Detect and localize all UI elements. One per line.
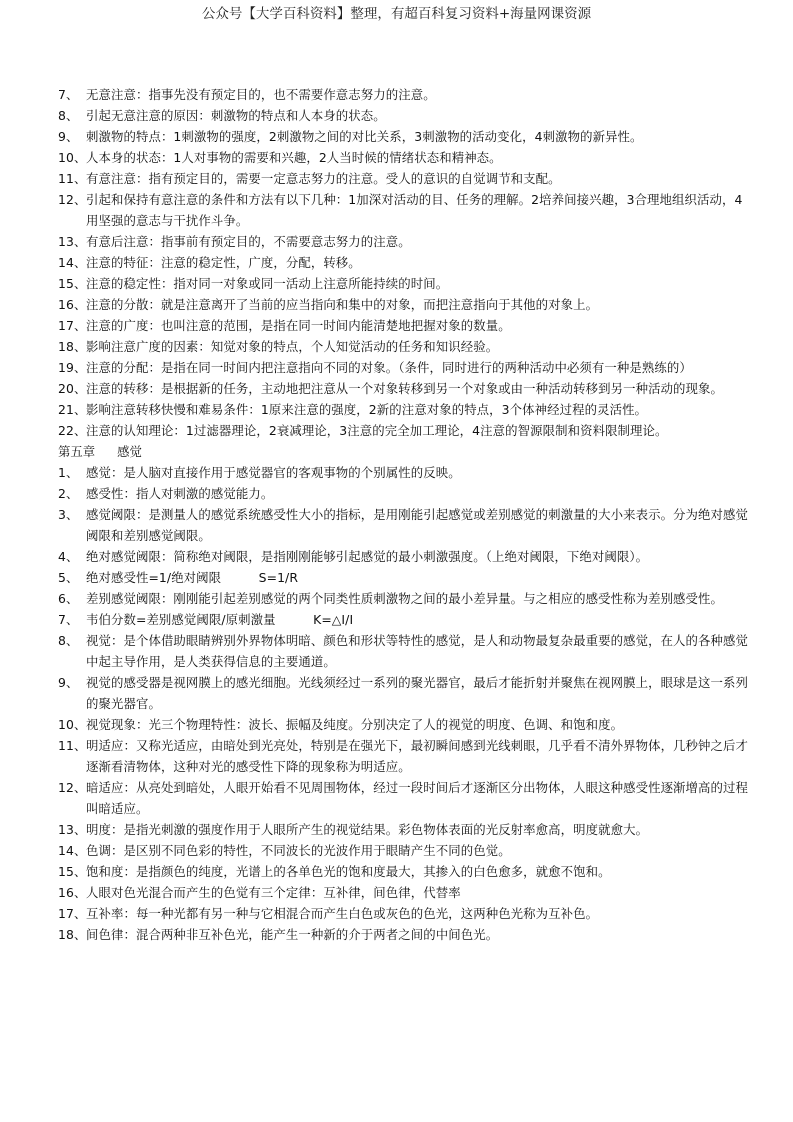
chapter-title: 感觉	[117, 444, 142, 459]
item-number: 11、	[58, 738, 87, 753]
item-text: 感觉阈限：是测量人的感觉系统感受性大小的指标，是用刚能引起感觉或差别感觉的刺激量的大小来表示。分为绝对感觉阈限和差别感觉阈限。	[86, 507, 749, 543]
list-item	[58, 777, 748, 819]
item-number: 7、	[58, 612, 79, 627]
list-item	[58, 252, 748, 273]
item-number: 17、	[58, 906, 87, 921]
item-text: 明适应：又称光适应，由暗处到光亮处，特别是在强光下，最初瞬间感到光线刺眼，几乎看不清外界物体，几秒钟之后才逐渐看清物体，这种对光的感受性下降的现象称为明适应。	[86, 738, 749, 774]
item-text: 注意的分配：是指在同一时间内把注意指向不同的对象。（条件，同时进行的两种活动中必须有一种是熟练的）	[86, 360, 692, 375]
item-number: 8、	[58, 108, 79, 123]
list-item	[58, 378, 748, 399]
item-text: 感受性：指人对刺激的感觉能力。	[86, 486, 274, 501]
list-item	[58, 903, 748, 924]
list-item	[58, 924, 748, 945]
list-item	[58, 672, 748, 714]
item-number: 10、	[58, 717, 87, 732]
sensation-section	[58, 462, 748, 945]
item-text: 注意的广度：也叫注意的范围，是指在同一时间内能清楚地把握对象的数量。	[86, 318, 511, 333]
list-item	[58, 546, 748, 567]
item-number: 3、	[58, 507, 79, 522]
chapter-heading	[58, 441, 748, 462]
item-text: 明度：是指光刺激的强度作用于人眼所产生的视觉结果。彩色物体表面的光反射率愈高，明度就愈大。	[86, 822, 649, 837]
item-number: 20、	[58, 381, 87, 396]
attention-section	[58, 84, 748, 441]
item-number: 9、	[58, 129, 79, 144]
item-text: 影响注意广度的因素：知觉对象的特点，个人知觉活动的任务和知识经验。	[86, 339, 499, 354]
item-text: 注意的特征：注意的稳定性，广度，分配，转移。	[86, 255, 361, 270]
item-number: 6、	[58, 591, 79, 606]
item-number: 11、	[58, 171, 87, 186]
item-text: 绝对感觉阈限：简称绝对阈限，是指刚刚能够引起感觉的最小刺激强度。（上绝对阈限，下绝对阈限）。	[86, 549, 649, 564]
item-text: 色调：是区别不同色彩的特性，不同波长的光波作用于眼睛产生不同的色觉。	[86, 843, 511, 858]
item-text: 差别感觉阈限：刚刚能引起差别感觉的两个同类性质刺激物之间的最小差异量。与之相应的感受性称为差别感受性。	[86, 591, 724, 606]
item-number: 4、	[58, 549, 79, 564]
item-number: 16、	[58, 885, 87, 900]
item-text: 绝对感受性=1/绝对阈限 S=1/R	[86, 570, 299, 585]
list-item	[58, 861, 748, 882]
list-item	[58, 84, 748, 105]
item-text: 人眼对色光混合而产生的色觉有三个定律：互补律，间色律，代替率	[86, 885, 461, 900]
list-item	[58, 609, 748, 630]
item-text: 视觉的感受器是视网膜上的感光细胞。光线须经过一系列的聚光器官，最后才能折射并聚焦在视网膜上，眼球是这一系列的聚光器官。	[86, 675, 749, 711]
item-text: 引起和保持有意注意的条件和方法有以下几种：1加深对活动的目、任务的理解。2培养间接兴趣，3合理地组织活动，4用坚强的意志与干扰作斗争。	[86, 192, 743, 228]
item-number: 14、	[58, 255, 87, 270]
item-text: 有意后注意：指事前有预定目的，不需要意志努力的注意。	[86, 234, 411, 249]
item-number: 19、	[58, 360, 87, 375]
item-text: 饱和度：是指颜色的纯度，光谱上的各单色光的饱和度最大，其掺入的白色愈多，就愈不饱和。	[86, 864, 611, 879]
document-body	[58, 84, 748, 945]
item-number: 10、	[58, 150, 87, 165]
list-item	[58, 294, 748, 315]
list-item	[58, 315, 748, 336]
item-number: 18、	[58, 339, 87, 354]
item-text: 视觉现象：光三个物理特性：波长、振幅及纯度。分别决定了人的视觉的明度、色调、和饱和度。	[86, 717, 624, 732]
item-number: 12、	[58, 192, 87, 207]
list-item	[58, 336, 748, 357]
item-number: 15、	[58, 276, 87, 291]
item-text: 互补率：每一种光都有另一种与它相混合而产生白色或灰色的色光，这两种色光称为互补色。	[86, 906, 599, 921]
list-item	[58, 399, 748, 420]
list-item	[58, 630, 748, 672]
list-item	[58, 231, 748, 252]
item-number: 21、	[58, 402, 87, 417]
item-number: 7、	[58, 87, 79, 102]
item-text: 注意的稳定性：指对同一对象或同一活动上注意所能持续的时间。	[86, 276, 449, 291]
item-number: 22、	[58, 423, 87, 438]
item-number: 16、	[58, 297, 87, 312]
list-item	[58, 735, 748, 777]
item-text: 注意的认知理论：1过滤器理论，2衰减理论，3注意的完全加工理论，4注意的智源限制和资料限制理论。	[86, 423, 668, 438]
item-text: 注意的分散：就是注意离开了当前的应当指向和集中的对象，而把注意指向于其他的对象上。	[86, 297, 599, 312]
list-item	[58, 483, 748, 504]
item-number: 13、	[58, 234, 87, 249]
list-item	[58, 588, 748, 609]
item-text: 视觉：是个体借助眼睛辨别外界物体明暗、颜色和形状等特性的感觉，是人和动物最复杂最重要的感觉，在人的各种感觉中起主导作用，是人类获得信息的主要通道。	[86, 633, 749, 669]
list-item	[58, 126, 748, 147]
list-item	[58, 105, 748, 126]
item-text: 影响注意转移快慢和难易条件：1原来注意的强度，2新的注意对象的特点，3个体神经过程的灵活性。	[86, 402, 648, 417]
item-text: 感觉：是人脑对直接作用于感觉器官的客观事物的个别属性的反映。	[86, 465, 461, 480]
item-number: 14、	[58, 843, 87, 858]
list-item	[58, 189, 748, 231]
item-number: 15、	[58, 864, 87, 879]
list-item	[58, 714, 748, 735]
chapter-label: 第五章	[58, 444, 96, 459]
item-text: 暗适应：从亮处到暗处，人眼开始看不见周围物体，经过一段时间后才逐渐区分出物体，人眼这种感受性逐渐增高的过程叫暗适应。	[86, 780, 749, 816]
item-number: 5、	[58, 570, 79, 585]
list-item	[58, 819, 748, 840]
item-number: 12、	[58, 780, 87, 795]
item-text: 注意的转移：是根据新的任务，主动地把注意从一个对象转移到另一个对象或由一种活动转移到另一种活动的现象。	[86, 381, 724, 396]
item-number: 18、	[58, 927, 87, 942]
list-item	[58, 357, 748, 378]
item-number: 1、	[58, 465, 79, 480]
item-number: 2、	[58, 486, 79, 501]
list-item	[58, 273, 748, 294]
list-item	[58, 420, 748, 441]
list-item	[58, 567, 748, 588]
list-item	[58, 882, 748, 903]
item-number: 9、	[58, 675, 79, 690]
item-text: 人本身的状态：1人对事物的需要和兴趣，2人当时候的情绪状态和精神态。	[86, 150, 502, 165]
item-text: 韦伯分数=差别感觉阈限/原刺激量 K=△I/I	[86, 612, 354, 627]
list-item	[58, 462, 748, 483]
item-text: 有意注意：指有预定目的，需要一定意志努力的注意。受人的意识的自觉调节和支配。	[86, 171, 561, 186]
item-text: 间色律：混合两种非互补色光，能产生一种新的介于两者之间的中间色光。	[86, 927, 499, 942]
item-number: 8、	[58, 633, 79, 648]
list-item	[58, 840, 748, 861]
list-item	[58, 147, 748, 168]
item-number: 13、	[58, 822, 87, 837]
item-text: 引起无意注意的原因：刺激物的特点和人本身的状态。	[86, 108, 386, 123]
list-item	[58, 168, 748, 189]
item-text: 刺激物的特点：1刺激物的强度，2刺激物之间的对比关系，3刺激物的活动变化，4刺激物的新异性。	[86, 129, 643, 144]
list-item	[58, 504, 748, 546]
item-text: 无意注意：指事先没有预定目的，也不需要作意志努力的注意。	[86, 87, 436, 102]
page-header: 公众号【大学百科资料】整理，有超百科复习资料+海量网课资源	[201, 6, 592, 22]
item-number: 17、	[58, 318, 87, 333]
